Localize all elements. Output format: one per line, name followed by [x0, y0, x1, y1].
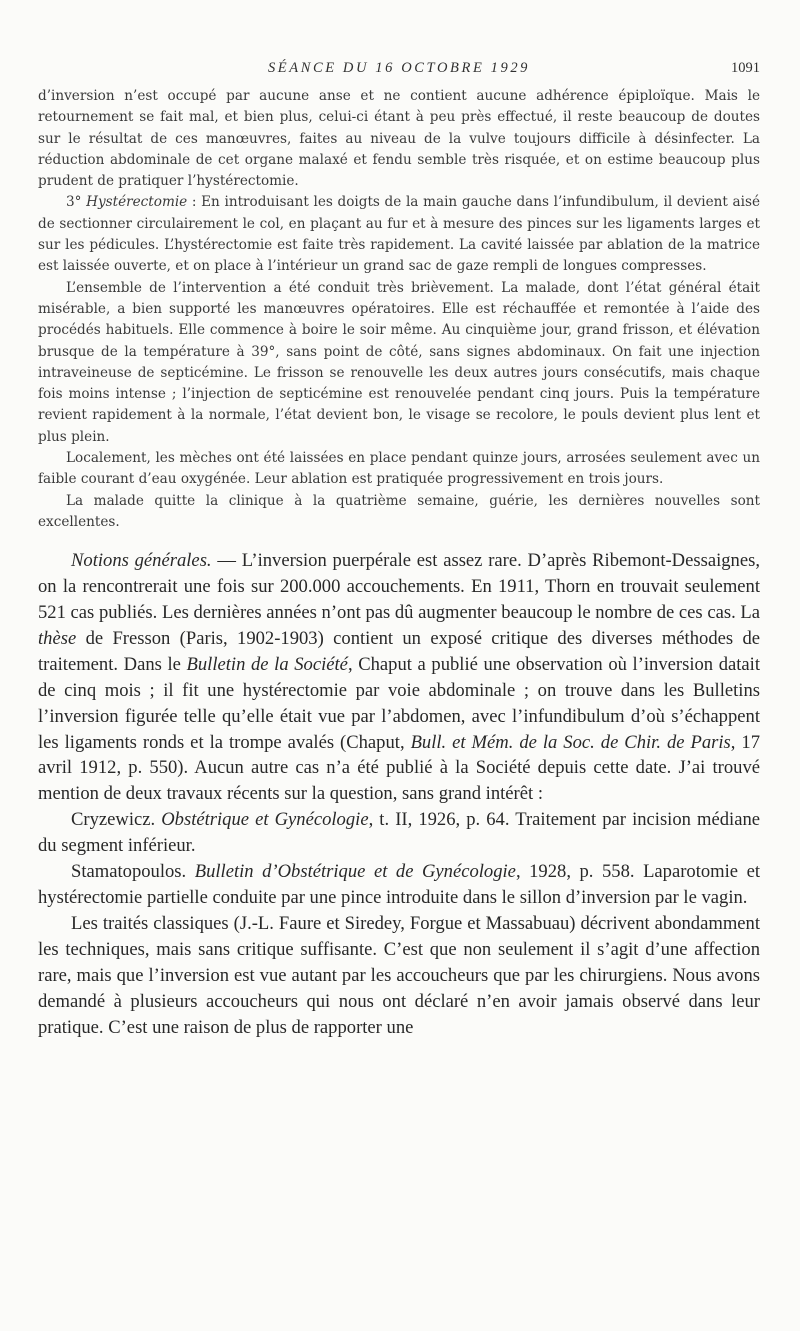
- italic-these: thèse: [38, 627, 77, 649]
- journal-title: Obstétrique et Gynécologie: [161, 809, 369, 831]
- reference-stamatopoulos: [38, 859, 760, 911]
- paragraph-local-care: Localement, les mèches ont été laissées en place pendant quinze jours, arrosées seulement avec un faible courant d’eau oxygénée. Leur ablation est pratiquée progressivement en trois jours.: [38, 450, 760, 488]
- document-page: [38, 0, 760, 1040]
- italic-reference: Bull. et Mém. de la Soc. de Chir. de Paris: [410, 731, 731, 753]
- text-run: Stamatopoulos.: [71, 861, 195, 883]
- page-header: [38, 0, 760, 86]
- paragraph-general-notions: [38, 548, 760, 807]
- paragraph-outcome: La malade quitte la clinique à la quatrième semaine, guérie, les dernières nouvelles sont excellentes.: [38, 492, 760, 530]
- paragraph-postoperative: L’ensemble de l’intervention a été conduit très brièvement. La malade, dont l’état général était misérable, a bien supporté les manœuvres opératoires. Elle est réchauffée et remontée à l’aide des procédés habituels. Elle commence à boire le soir même. Au cinquième jour, grand frisson, et élévation brusque de la température à 39°, sans point de côté, sans signes abdominaux. On fait une injection intraveineuse de septicémine. Le frisson se renouvelle les deux autres jours consécutifs, mais chaque fois moins intense ; l’injection de septicémine est renouvelée pendant cinq jours. Puis la température revient rapidement à la normale, l’état devient bon, le visage se recolore, le pouls devient plus lent et plus plein.: [38, 279, 760, 445]
- text-run: , t. II, 1926, p. 64. Traitement par incision médiane du segment inférieur.: [38, 809, 761, 857]
- step-number: 3°: [66, 194, 82, 211]
- text-run: — L’inversion puerpérale est assez rare. D’après Ribemont-Dessaignes, on la rencontrerait une fois sur 200.000 accouchements. En 1911, Thorn en trouvait seulement 521 cas publiés. Les dernières années n’ont pas dû augmenter beaucoup le nombre de ces cas. La: [38, 550, 760, 624]
- paragraph-hysterectomy: [38, 192, 760, 277]
- text-run: Cryzewicz.: [71, 809, 162, 831]
- text-run: , 17 avril 1912, p. 550). Aucun autre cas n’a été publié à la Société depuis cette date. J’ai trouvé mention de deux travaux récents sur la question, sans grand intérêt :: [38, 731, 760, 805]
- running-head: SÉANCE DU 16 OCTOBRE 1929: [267, 60, 531, 76]
- case-report-section: [38, 86, 760, 533]
- reference-cryzewicz: [38, 807, 760, 859]
- text-run: , 1928, p. 558. Laparotomie et hystérectomie partielle conduite par une pince introduite dans le sillon d’inversion par le vagin.: [38, 861, 761, 909]
- step-title: Hystérectomie: [86, 194, 188, 211]
- section-title: Notions générales.: [71, 550, 212, 572]
- page-number: 1091: [731, 60, 760, 76]
- step-text: : En introduisant les doigts de la main gauche dans l’infundibulum, il devient aisé de sectionner circulairement le col, en plaçant au fur et à mesure des pinces sur les ligaments larges et sur les pédicules. L’hystérectomie est faite très rapidement. La cavité laissée par ablation de la matrice est laissée ouverte, et on place à l’intérieur un grand sac de gaze rempli de longues compresses.: [38, 194, 760, 275]
- paragraph-classic-treatises: Les traités classiques (J.-L. Faure et Siredey, Forgue et Massabuau) décrivent abondamment les techniques, mais sans critique suffisante. C’est que non seulement il s’agit d’une affection rare, mais que l’inversion est vue autant par les accoucheurs que par les chirurgiens. Nous avons demandé à plusieurs accoucheurs qui nous ont déclaré n’en avoir jamais observé dans leur pratique. C’est une raison de plus de rapporter une: [38, 912, 760, 1038]
- general-notions-section: [38, 548, 760, 1040]
- journal-title: Bulletin d’Obstétrique et de Gynécologie: [194, 861, 516, 883]
- text-run: de Fresson (Paris, 1902-1903) contient un exposé critique des diverses méthodes de traitement. Dans le: [38, 627, 760, 675]
- italic-bulletin: Bulletin de la Société: [186, 653, 348, 675]
- text-run: , Chaput a publié une observation où l’inversion datait de cinq mois ; il fit une hystérectomie par voie abdominale ; on trouve dans les Bulletins l’inversion figurée telle qu’elle était vue par l’abdomen, avec l’infundibulum d’où s’échappent les ligaments ronds et la trompe avalés (Chaput,: [38, 653, 761, 753]
- paragraph-inversion: d’inversion n’est occupé par aucune anse et ne contient aucune adhérence épiploïque. Mais le retournement se fait mal, et bien plus, celui-ci étant à peu près effectué, il reste beaucoup de doutes sur le résultat de ces manœuvres, faites au niveau de la vulve toujours difficile à désinfecter. La réduction abdominale de cet organe malaxé et fendu semble très risquée, et on estime beaucoup plus prudent de pratiquer l’hystérectomie.: [38, 88, 760, 190]
